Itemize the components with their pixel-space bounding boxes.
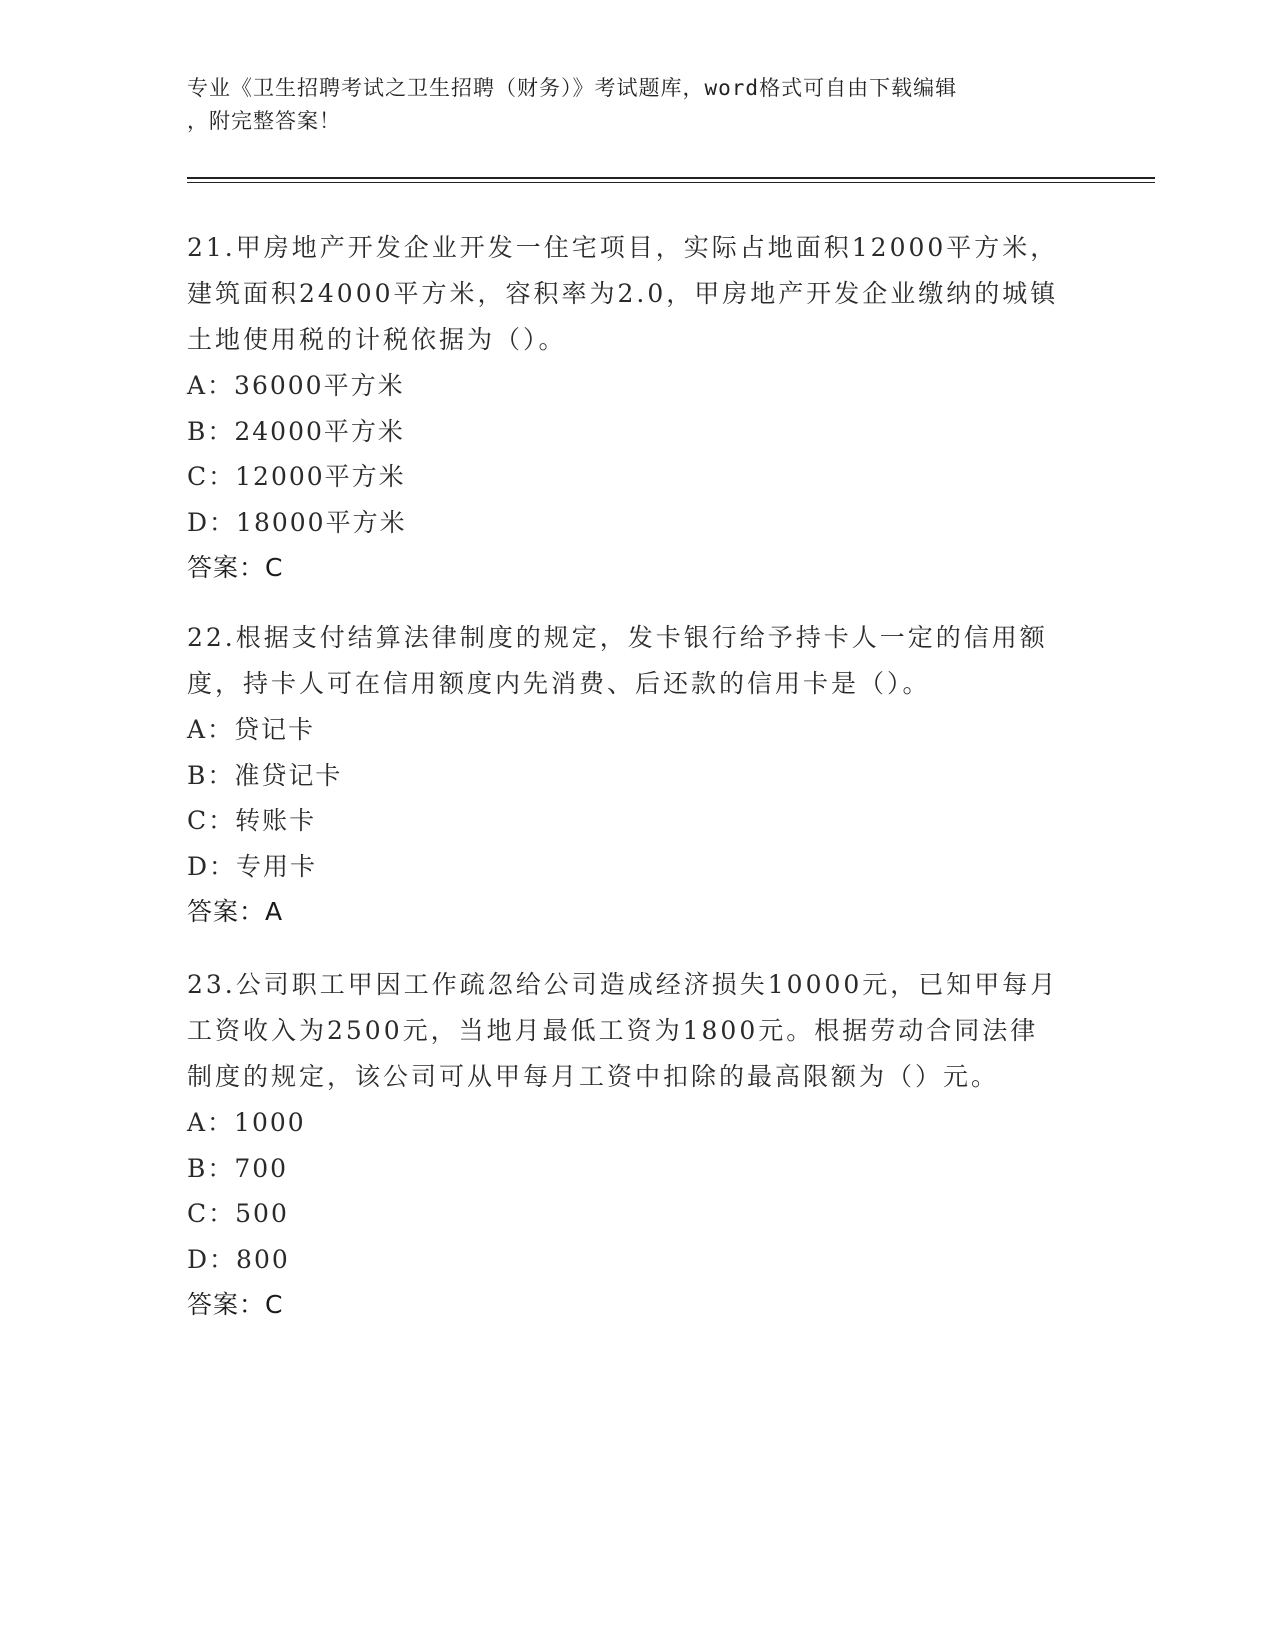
- option-c: C：12000平方米: [187, 462, 406, 491]
- stem-line: 建筑面积24000平方米，容积率为2.0，甲房地产开发企业缴纳的城镇: [187, 279, 1059, 308]
- option-b: B：700: [187, 1153, 289, 1183]
- stem-line: 工资收入为2500元，当地月最低工资为1800元。根据劳动合同法律: [187, 1016, 1039, 1045]
- question-22: [187, 615, 1087, 935]
- answer: 答案：C: [187, 553, 284, 582]
- question-stem: [187, 962, 1087, 1100]
- option-a: A：1000: [187, 1108, 306, 1137]
- header-line-2: ，附完整答案！: [187, 109, 341, 133]
- stem-line: 土地使用税的计税依据为（）。: [187, 325, 567, 354]
- option-b: B：24000平方米: [187, 416, 405, 446]
- stem-line: 22.根据支付结算法律制度的规定，发卡银行给予持卡人一定的信用额: [187, 623, 1048, 652]
- option-d: D：800: [187, 1244, 290, 1274]
- stem-line: 度，持卡人可在信用额度内先消费、后还款的信用卡是（）。: [187, 669, 931, 698]
- options-list: [187, 707, 1087, 889]
- option-c: C：转账卡: [187, 806, 317, 835]
- question-23: [187, 962, 1087, 1328]
- answer: 答案：C: [187, 1290, 284, 1319]
- option-d: D：18000平方米: [187, 507, 407, 537]
- question-21: [187, 225, 1087, 591]
- question-stem: [187, 225, 1087, 363]
- option-d: D：专用卡: [187, 851, 318, 881]
- header-line-1: 专业《卫生招聘考试之卫生招聘（财务）》考试题库，word格式可自由下载编辑: [187, 76, 958, 100]
- document-header: [187, 72, 1067, 138]
- stem-line: 21.甲房地产开发企业开发一住宅项目，实际占地面积12000平方米，: [187, 233, 1059, 262]
- stem-line: 23.公司职工甲因工作疏忽给公司造成经济损失10000元，已知甲每月: [187, 970, 1059, 999]
- option-c: C：500: [187, 1199, 289, 1228]
- header-divider-thick: [187, 177, 1155, 179]
- options-list: [187, 1100, 1087, 1282]
- answer: 答案：A: [187, 897, 284, 926]
- option-a: A：贷记卡: [187, 715, 316, 744]
- stem-line: 制度的规定，该公司可从甲每月工资中扣除的最高限额为（）元。: [187, 1062, 1000, 1091]
- question-stem: [187, 615, 1087, 707]
- options-list: [187, 363, 1087, 545]
- header-divider-thin: [187, 182, 1155, 183]
- option-b: B：准贷记卡: [187, 760, 343, 790]
- option-a: A：36000平方米: [187, 371, 405, 400]
